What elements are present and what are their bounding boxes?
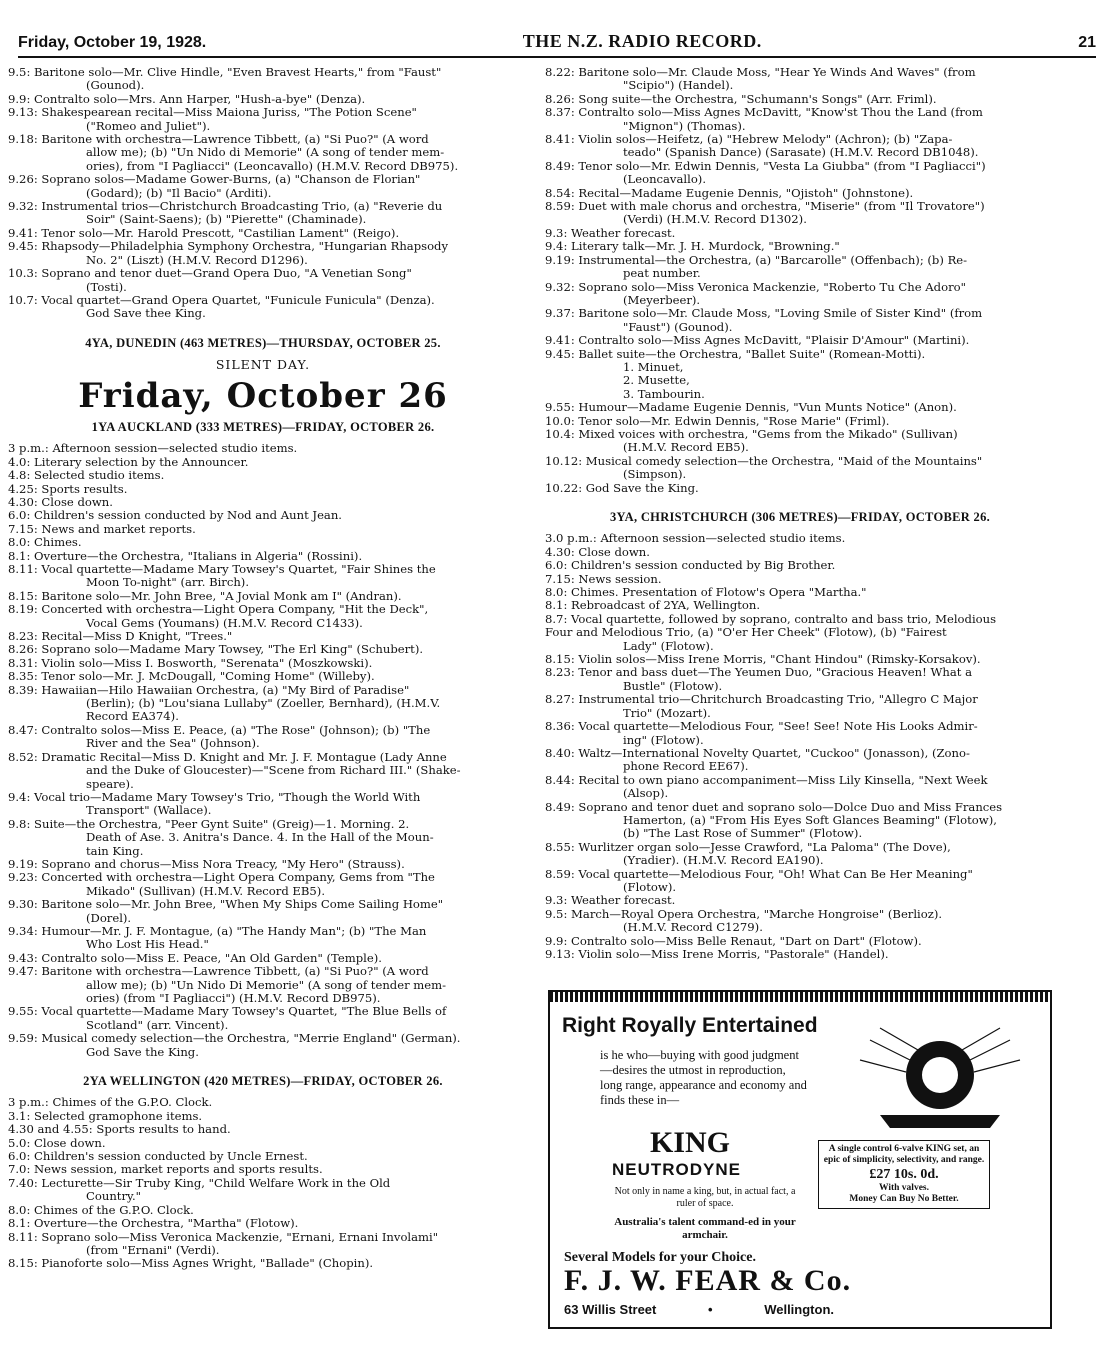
- programme-line: 7.40: Lecturette—Sir Truby King, "Child Welfare Work in the Old: [8, 1176, 391, 1190]
- programme-line: Record EA374).: [86, 710, 179, 724]
- programme-line: 8.0: Chimes of the G.P.O. Clock.: [8, 1203, 194, 1217]
- programme-line: Trio" (Mozart).: [623, 706, 711, 720]
- programme-line: allow me); (b) "Un Nido Di Memorie" (A song of tender mem-: [86, 978, 447, 992]
- programme-line: 4.30: Close down.: [8, 495, 113, 509]
- programme-line: River and the Sea" (Johnson).: [86, 737, 260, 751]
- ad-street: 63 Willis Street: [564, 1302, 657, 1317]
- left-top-list: [8, 66, 518, 321]
- ad-money: Money Can Buy No Better.: [849, 1194, 959, 1204]
- programme-line: 7.0: News session, market reports and sports results.: [8, 1163, 323, 1177]
- programme-line: allow me); (b) "Un Nido di Memorie" (A song of tender mem-: [86, 146, 445, 160]
- programme-line: Country.": [86, 1190, 142, 1204]
- programme-line: 4.0: Literary selection by the Announcer.: [8, 455, 249, 469]
- programme-line: 9.45: Ballet suite—the Orchestra, "Ballet Suite" (Romean-Motti).: [545, 347, 926, 361]
- header-title: THE N.Z. RADIO RECORD.: [522, 31, 762, 51]
- programme-line: 8.31: Violin solo—Miss I. Bosworth, "Serenata" (Moszkowski).: [8, 656, 373, 670]
- programme-line: 9.4: Vocal trio—Madame Mary Towsey's Trio, "Though the World With: [8, 790, 421, 804]
- ad-company: F. J. W. FEAR & Co.: [564, 1264, 852, 1297]
- programme-line: 3 p.m.: Chimes of the G.P.O. Clock.: [8, 1096, 213, 1110]
- king-neutrodyne-advert: [548, 990, 1052, 1329]
- wellington-list: [8, 1096, 518, 1270]
- programme-line: Death of Ase. 3. Anitra's Dance. 4. In the Hall of the Moun-: [86, 831, 434, 845]
- programme-line: 9.8: Suite—the Orchestra, "Peer Gynt Suite" (Greig)—1. Morning. 2.: [8, 817, 410, 831]
- ad-city: Wellington.: [764, 1302, 834, 1317]
- dunedin-sub: SILENT DAY.: [215, 357, 311, 373]
- programme-line: 8.52: Dramatic Recital—Miss D. Knight and Mr. J. F. Montague (Lady Anne: [8, 750, 447, 764]
- programme-line: 9.19: Instrumental—the Orchestra, (a) "Barcarolle" (Offenbach); (b) Re-: [545, 253, 968, 267]
- programme-line: (H.M.V. Record EB5).: [623, 441, 749, 455]
- programme-line: (Flotow).: [623, 880, 677, 894]
- auckland-heading: 1YA AUCKLAND (333 METRES)—FRIDAY, OCTOBER 26.: [91, 419, 435, 434]
- left-column: [8, 66, 518, 1271]
- programme-line: (Simpson).: [623, 468, 687, 482]
- programme-line: Four and Melodious Trio, (a) "O'er Her Cheek" (Flotow), (b) "Fairest: [545, 626, 947, 640]
- programme-line: 8.22: Baritone solo—Mr. Claude Moss, "Hear Ye Winds And Waves" (from: [545, 66, 976, 79]
- programme-line: 9.59: Musical comedy selection—the Orchestra, "Merrie England" (German).: [8, 1032, 461, 1046]
- programme-line: 5.0: Close down.: [8, 1136, 106, 1150]
- programme-line: 8.23: Recital—Miss D Knight, "Trees.": [8, 630, 233, 644]
- programme-line: 3 p.m.: Afternoon session—selected studio items.: [8, 442, 298, 456]
- programme-line: ories), from "I Pagliacci" (Leoncavallo) (H.M.V. Record DB975).: [86, 159, 459, 173]
- programme-line: (Verdi) (H.M.V. Record D1302).: [623, 213, 807, 227]
- programme-line: 8.59: Duet with male chorus and orchestra, "Miserie" (from "Il Trovatore"): [545, 200, 985, 214]
- ad-talent: Australia's talent command-ed in your armchair.: [614, 1216, 796, 1241]
- programme-line: 9.30: Baritone solo—Mr. John Bree, "When My Ships Come Sailing Home": [8, 898, 444, 912]
- programme-line: and the Duke of Gloucester)—"Scene from Richard III." (Shake-: [86, 764, 461, 778]
- programme-line: 8.49: Tenor solo—Mr. Edwin Dennis, "Vesta La Giubba" (from "I Pagliacci"): [545, 159, 986, 173]
- day-heading: Friday, October 26: [78, 375, 448, 416]
- programme-line: 6.0: Children's session conducted by Nod and Aunt Jean.: [8, 509, 342, 523]
- ad-box-text: A single control 6-valve KING set, an epic of simplicity, selectivity, and range.: [823, 1144, 985, 1165]
- ad-models: Several Models for your Choice.: [564, 1250, 756, 1265]
- programme-line: 10.7: Vocal quartet—Grand Opera Quartet, "Funicule Funicula" (Denza).: [8, 293, 435, 307]
- programme-line: 4.8: Selected studio items.: [8, 469, 165, 483]
- programme-line: ing" (Flotow).: [623, 733, 704, 747]
- programme-line: (Dorel).: [86, 911, 132, 925]
- programme-line: 1. Minuet,: [623, 360, 684, 374]
- ad-border-bar: [550, 992, 1050, 1002]
- programme-line: 9.47: Baritone with orchestra—Lawrence Tibbett, (a) "Si Puo?" (A word: [8, 965, 429, 979]
- programme-line: Scotland" (arr. Vincent).: [86, 1018, 229, 1032]
- programme-line: 8.11: Vocal quartette—Madame Mary Towsey's Quartet, "Fair Shines the: [8, 563, 436, 576]
- programme-line: 9.34: Humour—Mr. J. F. Montague, (a) "The Handy Man"; (b) "The Man: [8, 924, 427, 938]
- programme-line: 6.0: Children's session conducted by Uncle Ernest.: [8, 1150, 308, 1164]
- right-column: [545, 66, 1055, 961]
- right-top-list: [545, 66, 1055, 495]
- programme-line: Transport" (Wallace).: [86, 804, 212, 818]
- ad-price: £27 10s. 0d.: [869, 1167, 939, 1182]
- programme-line: 8.47: Contralto solos—Miss E. Peace, (a) "The Rose" (Johnson); (b) "The: [8, 723, 431, 737]
- christchurch-list: [545, 532, 1055, 961]
- programme-line: 8.49: Soprano and tenor duet and soprano solo—Dolce Duo and Miss Frances: [545, 800, 1003, 814]
- programme-line: "Faust") (Gounod).: [623, 320, 733, 334]
- programme-line: peat number.: [623, 267, 701, 281]
- programme-line: 8.7: Vocal quartette, followed by soprano, contralto and bass trio, Melodious: [545, 612, 997, 626]
- programme-line: 9.37: Baritone solo—Mr. Claude Moss, "Loving Smile of Sister Kind" (from: [545, 307, 983, 321]
- programme-line: (from "Ernani" (Verdi).: [86, 1243, 220, 1257]
- programme-line: 8.35: Tenor solo—Mr. J. McDougall, "Coming Home" (Willeby).: [8, 670, 375, 684]
- programme-line: No. 2" (Liszt) (H.M.V. Record D1296).: [86, 253, 308, 267]
- programme-line: 8.40: Waltz—International Novelty Quartet, "Cuckoo" (Jonasson), (Zono-: [545, 746, 970, 760]
- programme-line: 9.32: Soprano solo—Miss Veronica Mackenzie, "Roberto Tu Che Adoro": [545, 280, 966, 294]
- programme-line: 7.15: News session.: [545, 572, 662, 586]
- programme-line: 9.41: Tenor solo—Mr. Harold Prescott, "Castilian Lament" (Reigo).: [8, 226, 400, 240]
- ad-small-print: Not only in name a king, but, in actual fact, a ruler of space.: [614, 1186, 796, 1209]
- programme-line: "Mignon") (Thomas).: [623, 119, 746, 133]
- programme-line: (Berlin); (b) "Lou'siana Lullaby" (Zoeller, Bernhard), (H.M.V.: [86, 697, 441, 711]
- programme-line: (b) "The Last Rose of Summer" (Flotow).: [623, 827, 863, 841]
- programme-line: 9.43: Contralto solo—Miss E. Peace, "An Old Garden" (Temple).: [8, 951, 382, 965]
- programme-line: 8.27: Instrumental trio—Chritchurch Broadcasting Trio, "Allegro C Major: [545, 693, 978, 707]
- dunedin-heading: 4YA, DUNEDIN (463 METRES)—THURSDAY, OCTOBER 25.: [85, 335, 441, 350]
- programme-line: 9.23: Concerted with orchestra—Light Opera Company, Gems from "The: [8, 871, 435, 885]
- programme-line: (H.M.V. Record C1279).: [623, 921, 763, 935]
- wellington-heading: 2YA WELLINGTON (420 METRES)—FRIDAY, OCTOBER 26.: [83, 1074, 443, 1089]
- programme-line: 3.1: Selected gramophone items.: [8, 1109, 203, 1123]
- programme-line: 8.26: Soprano solo—Madame Mary Towsey, "The Erl King" (Schubert).: [8, 643, 424, 657]
- programme-line: 8.1: Rebroadcast of 2YA, Wellington.: [545, 599, 761, 613]
- programme-line: 7.15: News and market reports.: [8, 522, 196, 536]
- programme-line: speare).: [86, 777, 134, 791]
- programme-line: 9.55: Vocal quartette—Madame Mary Towsey's Quartet, "The Blue Bells of: [8, 1005, 447, 1019]
- programme-line: 6.0: Children's session conducted by Big Brother.: [545, 559, 836, 573]
- programme-line: 10.3: Soprano and tenor duet—Grand Opera Duo, "A Venetian Song": [8, 267, 412, 281]
- programme-line: (Meyerbeer).: [623, 293, 701, 307]
- header-date: Friday, October 19, 1928.: [18, 34, 207, 51]
- programme-line: God Save the King.: [86, 1045, 199, 1059]
- programme-line: 8.44: Recital to own piano accompaniment—Miss Lily Kinsella, "Next Week: [545, 773, 988, 787]
- auckland-list: [8, 442, 518, 1059]
- ad-model: NEUTRODYNE: [612, 1160, 742, 1179]
- ad-headline: Right Royally Entertained: [562, 1014, 818, 1037]
- programme-line: 8.55: Wurlitzer organ solo—Jesse Crawford, "La Paloma" (The Dove),: [545, 840, 951, 854]
- programme-line: Hamerton, (a) "From His Eyes Soft Glances Beaming" (Flotow),: [623, 813, 997, 827]
- programme-line: 10.0: Tenor solo—Mr. Edwin Dennis, "Rose Marie" (Friml).: [545, 414, 890, 428]
- programme-line: 10.12: Musical comedy selection—the Orchestra, "Maid of the Mountains": [545, 454, 983, 468]
- programme-line: 8.36: Vocal quartette—Melodious Four, "See! See! Note His Looks Admir-: [545, 720, 978, 734]
- programme-line: (Gounod).: [86, 79, 145, 93]
- ad-bullet: •: [708, 1302, 713, 1317]
- programme-line: 9.9: Contralto solo—Mrs. Ann Harper, "Hush-a-bye" (Denza).: [8, 92, 366, 106]
- programme-line: 4.25: Sports results.: [8, 482, 128, 496]
- programme-line: (Yradier). (H.M.V. Record EA190).: [623, 854, 824, 868]
- programme-line: (Alsop).: [623, 787, 669, 801]
- programme-line: 9.3: Weather forecast.: [545, 226, 676, 240]
- programme-line: Who Lost His Head.": [86, 938, 209, 952]
- programme-line: 9.9: Contralto solo—Miss Belle Renaut, "Dart on Dart" (Flotow).: [545, 934, 922, 948]
- programme-line: 3. Tambourin.: [623, 387, 705, 401]
- programme-line: 8.39: Hawaiian—Hilo Hawaiian Orchestra, (a) "My Bird of Paradise": [8, 683, 410, 697]
- programme-line: Lady" (Flotow).: [623, 639, 714, 653]
- programme-line: God Save thee King.: [86, 307, 206, 321]
- programme-line: 9.13: Violin solo—Miss Irene Morris, "Pastorale" (Handel).: [545, 948, 889, 961]
- programme-line: 10.22: God Save the King.: [545, 481, 699, 495]
- programme-line: 9.3: Weather forecast.: [545, 894, 676, 908]
- programme-line: 8.15: Violin solos—Miss Irene Morris, "Chant Hindou" (Rimsky-Korsakov).: [545, 653, 981, 667]
- programme-line: 9.4: Literary talk—Mr. J. H. Murdock, "Browning.": [545, 240, 840, 254]
- programme-line: "Scipio") (Handel).: [623, 79, 734, 93]
- programme-line: (Tosti).: [86, 280, 127, 294]
- ad-body: is he who—buying with good judgment—desires the utmost in reproduction, long range, appearance and economy and finds these in—: [600, 1048, 807, 1107]
- programme-line: ories) (from "I Pagliacci") (H.M.V. Record DB975).: [86, 992, 381, 1005]
- programme-line: 8.11: Soprano solo—Miss Veronica Mackenzie, "Ernani, Ernani Involami": [8, 1230, 439, 1244]
- programme-line: 4.30 and 4.55: Sports results to hand.: [8, 1123, 231, 1137]
- programme-line: 9.19: Soprano and chorus—Miss Nora Treacy, "My Hero" (Strauss).: [8, 857, 405, 871]
- programme-line: Mikado" (Sullivan) (H.M.V. Record EB5).: [86, 884, 326, 898]
- programme-line: 9.45: Rhapsody—Philadelphia Symphony Orchestra, "Hungarian Rhapsody: [8, 240, 449, 254]
- programme-line: 9.55: Humour—Madame Eugenie Dennis, "Vun Munts Notice" (Anon).: [545, 401, 957, 415]
- programme-line: phone Record EE67).: [623, 760, 749, 774]
- programme-line: 8.0: Chimes.: [8, 536, 82, 550]
- programme-line: ("Romeo and Juliet").: [86, 119, 211, 133]
- programme-line: (Godard); (b) "Il Bacio" (Arditi).: [86, 186, 272, 200]
- programme-line: Bustle" (Flotow).: [623, 679, 723, 693]
- page-number: 21: [1078, 34, 1096, 51]
- programme-line: 8.37: Contralto solo—Miss Agnes McDavitt, "Know'st Thou the Land (from: [545, 106, 983, 120]
- programme-line: Soir" (Saint-Saens); (b) "Pierette" (Chaminade).: [86, 213, 367, 227]
- programme-line: 8.1: Overture—the Orchestra, "Martha" (Flotow).: [8, 1217, 299, 1231]
- programme-line: 8.15: Pianoforte solo—Miss Agnes Wright, "Ballade" (Chopin).: [8, 1257, 374, 1271]
- programme-line: 8.23: Tenor and bass duet—The Yeumen Duo, "Gracious Heaven! What a: [545, 666, 973, 680]
- programme-line: 9.5: Baritone solo—Mr. Clive Hindle, "Even Bravest Hearts," from "Faust": [8, 66, 442, 79]
- programme-line: teado" (Spanish Dance) (Sarasate) (H.M.V. Record DB1048).: [623, 146, 979, 160]
- programme-line: Vocal Gems (Youmans) (H.M.V. Record C1433).: [86, 616, 363, 630]
- programme-line: 9.18: Baritone with orchestra—Lawrence Tibbett, (a) "Si Puo?" (A word: [8, 133, 429, 147]
- christchurch-heading: 3YA, CHRISTCHURCH (306 METRES)—FRIDAY, OCTOBER 26.: [609, 510, 991, 524]
- ad-address: [564, 1302, 834, 1317]
- programme-line: 3.0 p.m.: Afternoon session—selected studio items.: [545, 532, 846, 546]
- page-header: [18, 28, 1096, 58]
- programme-line: 9.41: Contralto solo—Miss Agnes McDavitt, "Plaisir D'Amour" (Martini).: [545, 334, 970, 348]
- programme-line: tain King.: [86, 844, 144, 858]
- programme-line: 2. Musette,: [623, 374, 690, 388]
- ad-brand: KING: [650, 1126, 731, 1159]
- programme-line: (Leoncavallo).: [623, 173, 707, 187]
- programme-line: 8.19: Concerted with orchestra—Light Opera Company, "Hit the Deck",: [8, 603, 429, 617]
- programme-line: 8.15: Baritone solo—Mr. John Bree, "A Jovial Monk am I" (Andran).: [8, 589, 402, 603]
- programme-line: 8.59: Vocal quartette—Melodious Four, "Oh! What Can Be Her Meaning": [545, 867, 973, 881]
- programme-line: 8.41: Violin solos—Heifetz, (a) "Hebrew Melody" (Achron); (b) "Zapa-: [545, 133, 953, 147]
- programme-line: 9.5: March—Royal Opera Orchestra, "Marche Hongroise" (Berlioz).: [545, 907, 943, 921]
- programme-line: 8.1: Overture—the Orchestra, "Italians in Algeria" (Rossini).: [8, 549, 363, 563]
- programme-line: 8.26: Song suite—the Orchestra, "Schumann's Songs" (Arr. Friml).: [545, 92, 937, 106]
- programme-line: 9.13: Shakespearean recital—Miss Maiona Juriss, "The Potion Scene": [8, 106, 417, 120]
- ad-price-box: [818, 1140, 990, 1209]
- programme-line: 9.26: Soprano solos—Madame Gower-Burns, (a) "Chanson de Florian": [8, 173, 421, 187]
- programme-line: 8.0: Chimes. Presentation of Flotow's Opera "Martha.": [545, 586, 867, 600]
- programme-line: Moon To-night" (arr. Birch).: [86, 576, 250, 590]
- ad-with-valves: With valves.: [879, 1183, 929, 1193]
- programme-line: 9.32: Instrumental trios—Christchurch Broadcasting Trio, (a) "Reverie du: [8, 200, 443, 214]
- programme-line: 8.54: Recital—Madame Eugenie Dennis, "Ojistoh" (Johnstone).: [545, 186, 914, 200]
- radio-illustration: [840, 1020, 1040, 1130]
- programme-line: 10.4: Mixed voices with orchestra, "Gems from the Mikado" (Sullivan): [545, 427, 958, 441]
- programme-line: 4.30: Close down.: [545, 545, 650, 559]
